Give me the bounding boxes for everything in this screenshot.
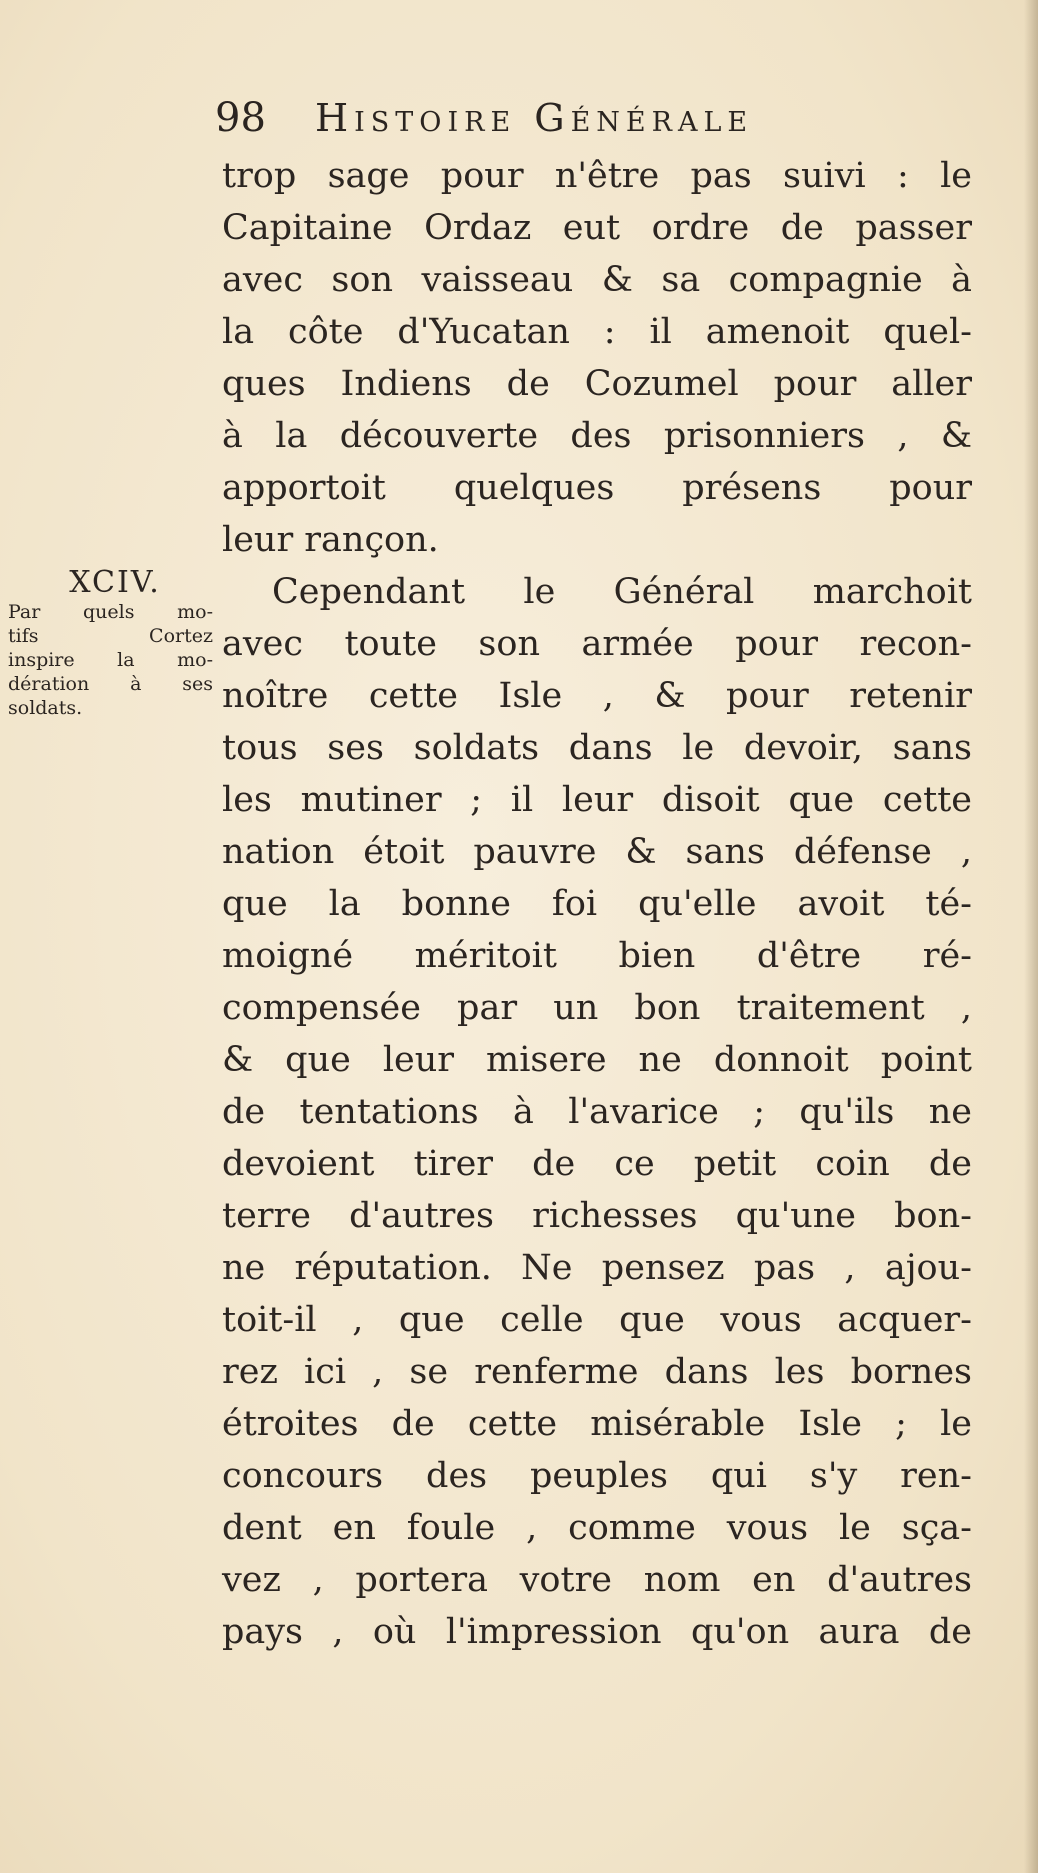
text-line: la côte d'Yucatan : il amenoit quel- xyxy=(222,312,972,352)
text-line: apportoit quelques présens pour xyxy=(222,468,972,508)
body-text xyxy=(222,150,972,1658)
text-line: étroites de cette misérable Isle ; le xyxy=(222,1404,972,1444)
text-line: avec toute son armée pour recon- xyxy=(222,624,972,664)
page-number: 98 xyxy=(215,95,266,141)
text-line: Cependant le Général marchoit xyxy=(272,572,972,612)
marginal-note-line: tifs Cortez xyxy=(8,625,213,647)
text-line: nation étoit pauvre & sans défense , xyxy=(222,832,972,872)
text-line: concours des peuples qui s'y ren- xyxy=(222,1456,972,1496)
marginal-note xyxy=(8,600,213,720)
text-line: terre d'autres richesses qu'une bon- xyxy=(222,1196,972,1236)
text-line: que la bonne foi qu'elle avoit té- xyxy=(222,884,972,924)
text-line: ne réputation. Ne pensez pas , ajou- xyxy=(222,1248,972,1288)
marginal-note-line: dération à ses xyxy=(8,673,213,695)
text-line: avec son vaisseau & sa compagnie à xyxy=(222,260,972,300)
marginal-note-line: Par quels mo- xyxy=(8,601,213,623)
text-line: tous ses soldats dans le devoir, sans xyxy=(222,728,972,768)
marginal-note-line: soldats. xyxy=(8,697,83,719)
page-edge-shadow xyxy=(1024,0,1038,1873)
text-line: dent en foule , comme vous le sça- xyxy=(222,1508,972,1548)
text-line: trop sage pour n'être pas suivi : le xyxy=(222,156,972,196)
marginal-note-line: inspire la mo- xyxy=(8,649,213,671)
running-head xyxy=(215,88,895,148)
text-line: & que leur misere ne donnoit point xyxy=(222,1040,972,1080)
text-line: ques Indiens de Cozumel pour aller xyxy=(222,364,972,404)
text-line: rez ici , se renferme dans les bornes xyxy=(222,1352,972,1392)
text-line: compensée par un bon traitement , xyxy=(222,988,972,1028)
text-line: devoient tirer de ce petit coin de xyxy=(222,1144,972,1184)
text-line: à la découverte des prisonniers , & xyxy=(222,416,972,456)
text-line: leur rançon. xyxy=(222,520,439,560)
page-header-title: Histoire Générale xyxy=(315,96,754,140)
text-line: Capitaine Ordaz eut ordre de passer xyxy=(222,208,972,248)
text-line: noître cette Isle , & pour retenir xyxy=(222,676,972,716)
text-line: vez , portera votre nom en d'autres xyxy=(222,1560,972,1600)
section-numeral: XCIV. xyxy=(69,565,161,600)
text-line: moigné méritoit bien d'être ré- xyxy=(222,936,972,976)
text-line: pays , où l'impression qu'on aura de xyxy=(222,1612,972,1652)
text-line: toit-il , que celle que vous acquer- xyxy=(222,1300,972,1340)
text-line: de tentations à l'avarice ; qu'ils ne xyxy=(222,1092,972,1132)
text-line: les mutiner ; il leur disoit que cette xyxy=(222,780,972,820)
